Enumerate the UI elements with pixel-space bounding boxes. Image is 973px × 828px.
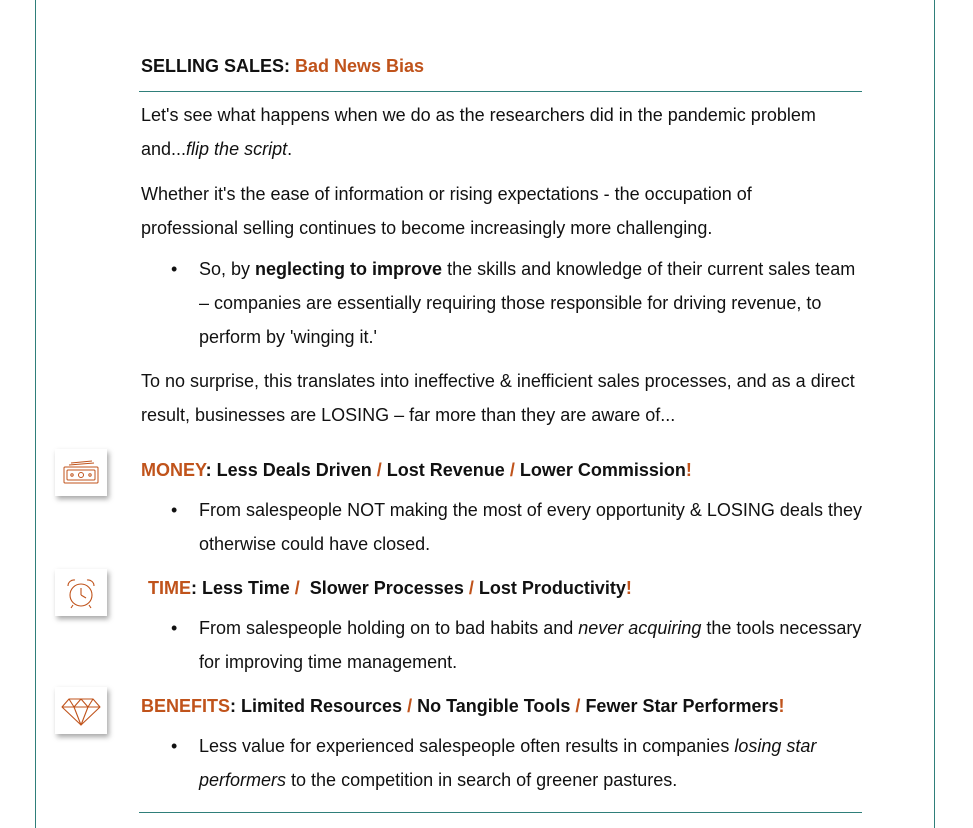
intro-bullet-start: So, by (199, 259, 256, 279)
intro-paragraph-2: Whether it's the ease of information or rising expectations - the occupation of professional selling continues to become increasingly more challenging. (141, 184, 752, 238)
title-prefix: SELLING SALES: (141, 56, 296, 76)
benefits-item-1: Limited Resources (241, 696, 403, 716)
intro-paragraph-1 (141, 98, 871, 166)
money-label: MONEY (141, 460, 206, 480)
benefits-bullet-start: Less value for experienced salespeople often results in companies (199, 736, 735, 756)
time-separator-1: / (289, 578, 310, 598)
intro-bullet-end: the skills and knowledge of their current sales team – companies are essentially requiring those responsible for driving revenue, to perform by 'winging it.' (199, 259, 856, 347)
time-item-3: Lost Productivity (478, 578, 626, 598)
money-bullet: • From salespeople NOT making the most of every opportunity & LOSING deals they otherwise could have closed. (199, 493, 867, 561)
time-bullet-italic: never acquiring (578, 618, 702, 638)
top-rule (139, 91, 862, 92)
title-accent: Bad News Bias (295, 56, 425, 76)
benefits-separator-2: / (570, 696, 586, 716)
benefits-colon: : (230, 696, 242, 716)
money-section-title (141, 457, 692, 483)
page-title (141, 56, 424, 77)
bottom-rule (139, 812, 862, 813)
money-icon-svg (61, 458, 101, 488)
time-bullet (199, 611, 867, 679)
intro-bullet (199, 252, 867, 354)
benefits-item-3: Fewer Star Performers (585, 696, 779, 716)
intro-p1-italic: flip the script (186, 139, 288, 159)
alarm-clock-icon (55, 569, 107, 616)
alarm-clock-icon-svg (63, 575, 99, 611)
intro-p1-end: . (287, 139, 293, 159)
diamond-icon-svg (60, 695, 102, 727)
time-item-1: Less Time (202, 578, 290, 598)
money-item-2: Lost Revenue (386, 460, 505, 480)
diamond-icon (55, 687, 107, 734)
money-icon (55, 449, 107, 496)
time-bullet-start: From salespeople holding on to bad habits and (199, 618, 579, 638)
benefits-item-2: No Tangible Tools (417, 696, 571, 716)
money-colon: : (205, 460, 217, 480)
time-exclamation: ! (625, 578, 632, 598)
benefits-exclamation: ! (778, 696, 785, 716)
intro-bullet-bold: neglecting to improve (255, 259, 443, 279)
intro-p1-text: Let's see what happens when we do as the researchers did in the pandemic problem and... (141, 105, 816, 159)
time-colon: : (191, 578, 202, 598)
money-item-1: Less Deals Driven (216, 460, 372, 480)
benefits-section-title (141, 693, 785, 719)
benefits-label: BENEFITS (141, 696, 231, 716)
benefits-bullet-end: to the competition in search of greener pastures. (286, 770, 678, 790)
time-item-2: Slower Processes (309, 578, 464, 598)
benefits-separator-1: / (402, 696, 418, 716)
time-label: TIME (148, 578, 191, 598)
money-separator-2: / (504, 460, 520, 480)
intro-paragraph-3: To no surprise, this translates into ineffective & inefficient sales processes, and as a direct result, businesses are LOSING – far more than they are aware of... (141, 371, 855, 425)
money-separator-1: / (371, 460, 387, 480)
money-exclamation: ! (685, 460, 692, 480)
time-section-title (148, 575, 632, 601)
time-bullet-end: the tools necessary for improving time management. (199, 618, 862, 672)
money-item-3: Lower Commission (519, 460, 686, 480)
time-separator-2: / (463, 578, 479, 598)
benefits-bullet (199, 729, 867, 797)
benefits-bullet-italic: losing star performers (199, 736, 817, 790)
